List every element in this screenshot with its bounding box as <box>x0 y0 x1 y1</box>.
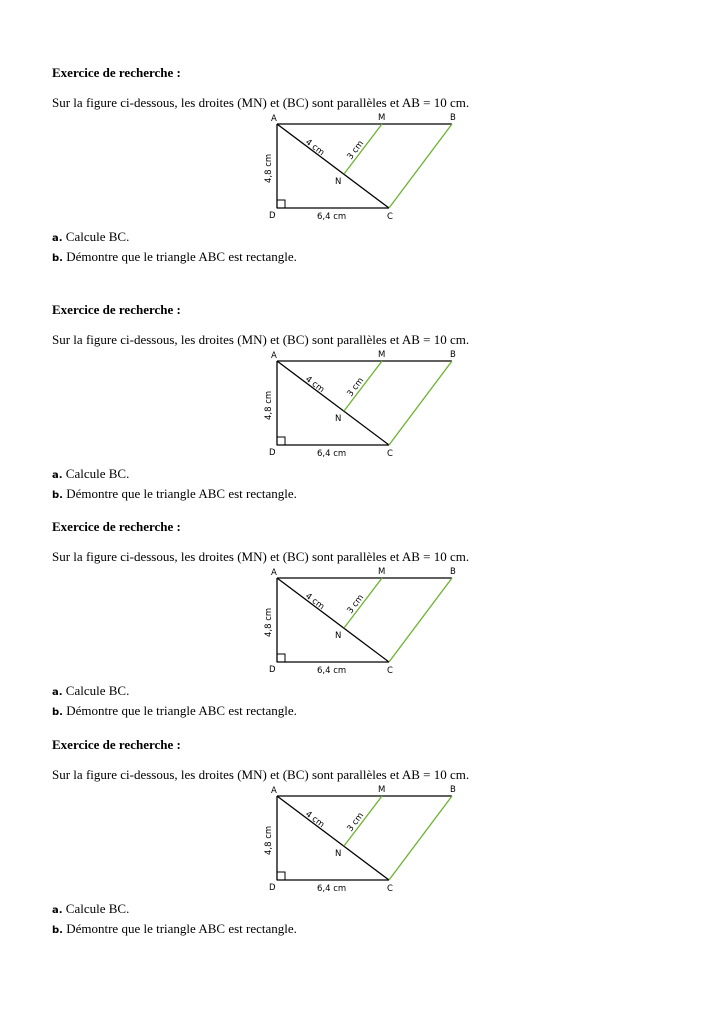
point-label-d: D <box>269 665 276 675</box>
question-a <box>52 683 129 701</box>
question-text: Démontre que le triangle ABC est rectangle. <box>66 249 297 264</box>
label-ad-length: 4,8 cm <box>264 153 274 183</box>
point-label-b: B <box>450 785 456 795</box>
geometry-figure <box>257 782 487 897</box>
label-mn-length: 3 cm <box>345 810 367 834</box>
point-label-a: A <box>271 114 277 124</box>
question-a <box>52 229 129 247</box>
right-angle-marker <box>277 437 285 445</box>
question-label: a. <box>52 905 63 916</box>
geometry-figure <box>257 347 487 462</box>
point-label-b: B <box>450 350 456 360</box>
segment-bc <box>389 124 452 208</box>
question-text: Démontre que le triangle ABC est rectangle. <box>66 921 297 936</box>
point-label-a: A <box>271 786 277 796</box>
segment-bc <box>389 361 452 445</box>
segment-bc <box>389 796 452 880</box>
label-an-length: 4 cm <box>303 809 327 831</box>
question-label: a. <box>52 470 63 481</box>
point-label-b: B <box>450 567 456 577</box>
label-mn-length: 3 cm <box>345 138 367 162</box>
point-label-d: D <box>269 448 276 458</box>
right-angle-marker <box>277 654 285 662</box>
point-label-a: A <box>271 351 277 361</box>
point-label-m: M <box>378 350 386 360</box>
geometry-figure <box>257 110 487 225</box>
question-text: Démontre que le triangle ABC est rectangle. <box>66 703 297 718</box>
point-label-c: C <box>387 666 393 676</box>
point-label-m: M <box>378 567 386 577</box>
point-label-c: C <box>387 212 393 222</box>
question-b <box>52 249 297 267</box>
exercise-intro: Sur la figure ci-dessous, les droites (MN) et (BC) sont parallèles et AB = 10 cm. <box>52 95 470 110</box>
label-dc-length: 6,4 cm <box>317 212 347 222</box>
exercise-title: Exercice de recherche : <box>52 302 181 317</box>
label-dc-length: 6,4 cm <box>317 884 347 894</box>
label-dc-length: 6,4 cm <box>317 449 347 459</box>
point-label-m: M <box>378 785 386 795</box>
label-ad-length: 4,8 cm <box>264 825 274 855</box>
label-dc-length: 6,4 cm <box>317 666 347 676</box>
question-b <box>52 486 297 504</box>
question-text: Calcule BC. <box>65 466 130 481</box>
exercise-intro: Sur la figure ci-dessous, les droites (MN) et (BC) sont parallèles et AB = 10 cm. <box>52 332 470 347</box>
question-label: b. <box>52 490 63 501</box>
label-an-length: 4 cm <box>303 137 327 159</box>
label-mn-length: 3 cm <box>345 375 367 399</box>
exercise-title: Exercice de recherche : <box>52 519 181 534</box>
right-angle-marker <box>277 872 285 880</box>
point-label-b: B <box>450 113 456 123</box>
geometry-figure <box>257 564 487 679</box>
label-an-length: 4 cm <box>303 591 327 613</box>
question-label: b. <box>52 253 63 264</box>
question-b <box>52 703 297 721</box>
point-label-c: C <box>387 884 393 894</box>
question-a <box>52 901 129 919</box>
question-text: Démontre que le triangle ABC est rectangle. <box>66 486 297 501</box>
right-angle-marker <box>277 200 285 208</box>
point-label-c: C <box>387 449 393 459</box>
question-label: b. <box>52 707 63 718</box>
point-label-n: N <box>335 849 342 859</box>
label-an-length: 4 cm <box>303 374 327 396</box>
exercise-title: Exercice de recherche : <box>52 65 181 80</box>
question-label: a. <box>52 687 63 698</box>
question-text: Calcule BC. <box>65 683 130 698</box>
point-label-d: D <box>269 883 276 893</box>
segment-bc <box>389 578 452 662</box>
point-label-n: N <box>335 177 342 187</box>
point-label-n: N <box>335 631 342 641</box>
point-label-n: N <box>335 414 342 424</box>
question-a <box>52 466 129 484</box>
label-ad-length: 4,8 cm <box>264 390 274 420</box>
point-label-d: D <box>269 211 276 221</box>
question-text: Calcule BC. <box>65 901 130 916</box>
exercise-intro: Sur la figure ci-dessous, les droites (MN) et (BC) sont parallèles et AB = 10 cm. <box>52 767 470 782</box>
question-b <box>52 921 297 939</box>
question-label: b. <box>52 925 63 936</box>
label-mn-length: 3 cm <box>345 592 367 616</box>
question-text: Calcule BC. <box>65 229 130 244</box>
exercise-title: Exercice de recherche : <box>52 737 181 752</box>
point-label-a: A <box>271 568 277 578</box>
question-label: a. <box>52 233 63 244</box>
exercise-intro: Sur la figure ci-dessous, les droites (MN) et (BC) sont parallèles et AB = 10 cm. <box>52 549 470 564</box>
point-label-m: M <box>378 113 386 123</box>
label-ad-length: 4,8 cm <box>264 607 274 637</box>
